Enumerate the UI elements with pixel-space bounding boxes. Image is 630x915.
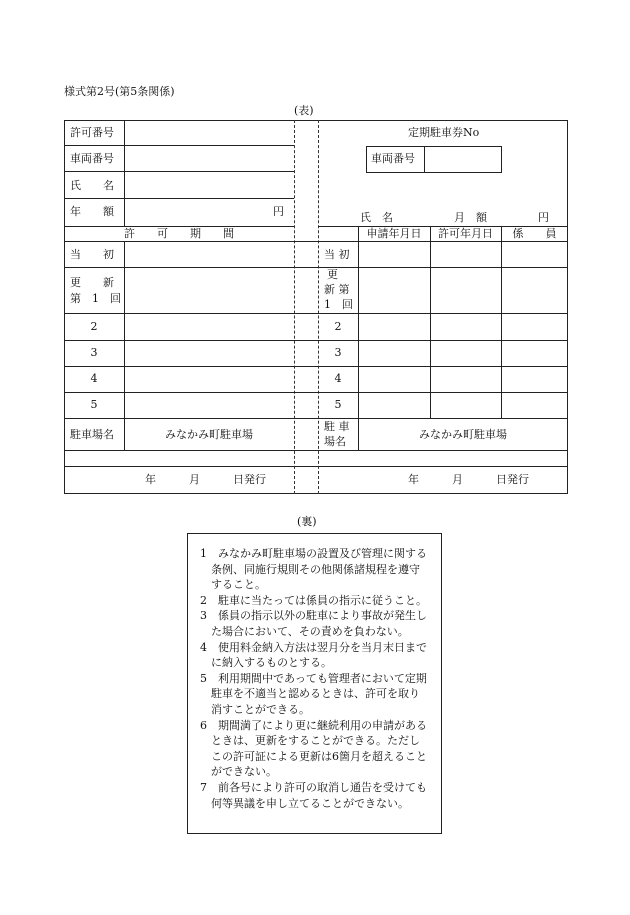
rule-1: 1 みなかみ町駐車場の設置及び管理に関する条例、同施行規則その他関係諸規程を遵守すること。 bbox=[200, 547, 427, 592]
left-row-5: 5 bbox=[90, 398, 98, 411]
right-vehicle-number-label: 車両番号 bbox=[371, 152, 415, 165]
right-parking-label-2: 場名 bbox=[324, 435, 346, 448]
right-row-4: 4 bbox=[334, 372, 342, 385]
annual-fee-yen: 円 bbox=[273, 205, 284, 218]
left-row-2: 2 bbox=[90, 320, 98, 333]
right-renewal-label-2: 新 第 bbox=[324, 283, 350, 296]
rule-6: 6 期間満了により更に継続利用の申請があるときは、更新をすることができる。ただしこの許可証による更新は6箇月を超えることができない。 bbox=[200, 718, 427, 779]
rule-4: 4 使用料金納入方法は翌月分を当月末日までに納入するものとする。 bbox=[200, 640, 427, 670]
left-row-4: 4 bbox=[90, 372, 98, 385]
parking-lot-label: 駐車場名 bbox=[70, 428, 114, 441]
back-rules-box bbox=[187, 533, 442, 834]
right-row-3: 3 bbox=[334, 346, 342, 359]
right-parking-value: みなかみ町駐車場 bbox=[419, 428, 507, 441]
col-permit-date: 許可年月日 bbox=[438, 227, 493, 240]
col-application-date: 申請年月日 bbox=[366, 227, 422, 240]
right-parking-label-1: 駐 車 bbox=[324, 420, 350, 433]
renewal-label-line2: 第 1 回 bbox=[70, 292, 121, 305]
right-name-label: 氏 名 bbox=[360, 211, 393, 224]
left-row-3: 3 bbox=[90, 346, 98, 359]
right-renewal-label-3: 1 回 bbox=[324, 298, 353, 311]
back-side-label: (裏) bbox=[297, 515, 317, 528]
name-label: 氏 名 bbox=[70, 179, 114, 192]
parking-lot-value: みなかみ町駐車場 bbox=[165, 428, 253, 441]
right-renewal-label-1: 更 bbox=[327, 268, 338, 281]
permit-number-label: 許可番号 bbox=[70, 126, 114, 139]
annual-fee-label: 年 額 bbox=[70, 205, 114, 218]
right-yen: 円 bbox=[538, 211, 549, 224]
form-title: 様式第2号(第5条関係) bbox=[64, 85, 175, 98]
col-staff: 係 員 bbox=[512, 227, 557, 240]
fold-line-left bbox=[294, 120, 295, 494]
front-side-label: (表) bbox=[294, 104, 314, 117]
right-row-5: 5 bbox=[334, 398, 342, 411]
vehicle-number-label: 車両番号 bbox=[70, 152, 114, 165]
parking-ticket-number: 定期駐車券No bbox=[408, 126, 480, 139]
right-row-2: 2 bbox=[334, 320, 342, 333]
rule-3: 3 係員の指示以外の駐車により事故が発生した場合において、その責めを負わない。 bbox=[200, 609, 427, 638]
rule-2: 2 駐車に当たっては係員の指示に従うこと。 bbox=[200, 593, 427, 607]
left-issue-date: 年 月 日発行 bbox=[145, 473, 266, 486]
right-issue-date: 年 月 日発行 bbox=[408, 473, 529, 486]
rule-7: 7 前各号により許可の取消し通告を受けても何等異議を申し立てることができない。 bbox=[200, 780, 427, 810]
right-monthly-fee-label: 月 額 bbox=[454, 211, 487, 224]
rule-5: 5 利用期間中であっても管理者において定期駐車を不適当と認めるときは、許可を取り消すことができる。 bbox=[200, 671, 427, 716]
permit-period-header: 許 可 期 間 bbox=[124, 227, 234, 240]
right-initial-label: 当 初 bbox=[324, 248, 350, 261]
renewal-label-line1: 更 新 bbox=[70, 276, 114, 289]
fold-line-right bbox=[318, 120, 319, 494]
initial-label: 当 初 bbox=[70, 248, 114, 261]
